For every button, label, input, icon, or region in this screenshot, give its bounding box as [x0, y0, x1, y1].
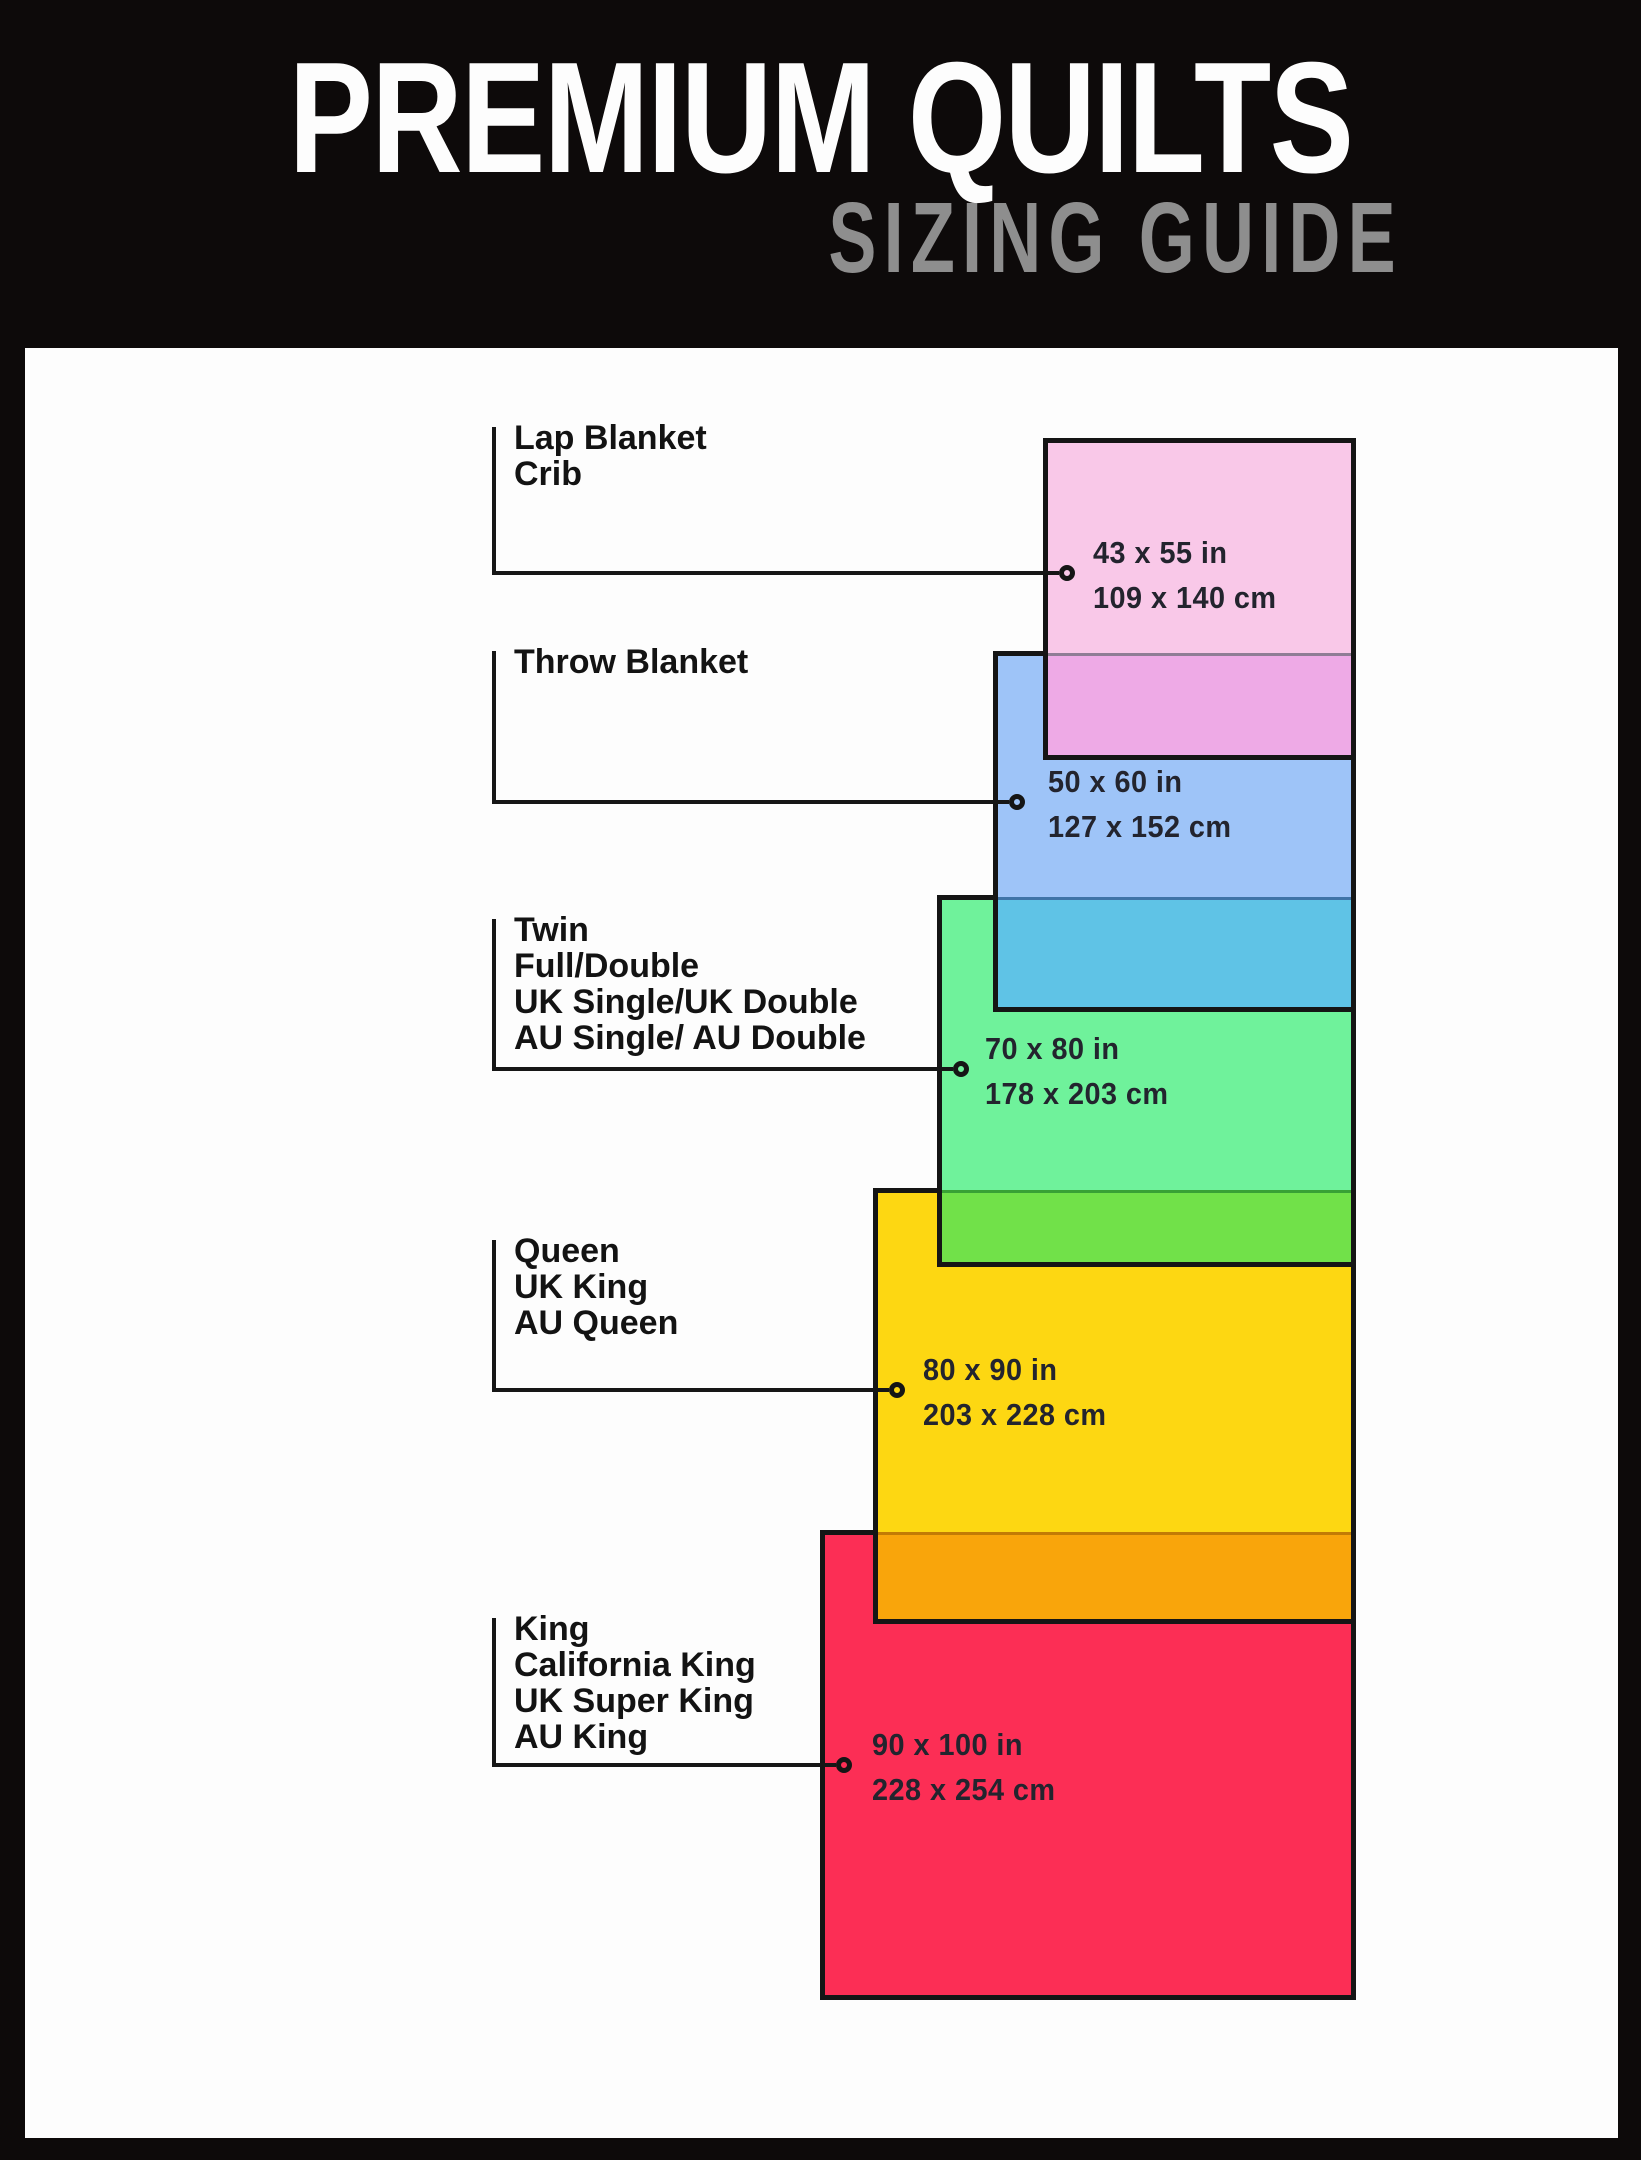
size-label-queen-uk-king-au-queen-line1: Queen — [514, 1232, 620, 1270]
connector-dot-queen-uk-king-au-queen — [889, 1382, 905, 1398]
page-title: PREMIUM QUILTS — [288, 30, 1353, 206]
dimension-cm-king-california-king: 228 x 254 cm — [872, 1772, 1056, 1807]
connector-vline-lap-blanket-crib — [492, 427, 496, 575]
connector-vline-queen-uk-king-au-queen — [492, 1240, 496, 1392]
connector-dot-lap-blanket-crib — [1059, 565, 1075, 581]
diagram-canvas — [25, 348, 1618, 2138]
page-subtitle: SIZING GUIDE — [828, 182, 1403, 294]
connector-hline-king-california-king — [492, 1763, 836, 1767]
dimension-cm-lap-blanket-crib: 109 x 140 cm — [1093, 580, 1277, 615]
dimension-cm-twin-full-double: 178 x 203 cm — [985, 1076, 1169, 1111]
connector-vline-king-california-king — [492, 1618, 496, 1767]
size-label-twin-full-double-line2: Full/Double — [514, 947, 700, 985]
dimension-inches-lap-blanket-crib: 43 x 55 in — [1093, 535, 1228, 570]
dimension-inches-king-california-king: 90 x 100 in — [872, 1727, 1023, 1762]
size-label-throw-blanket-line1: Throw Blanket — [514, 643, 749, 681]
size-label-twin-full-double-line3: UK Single/UK Double — [514, 983, 858, 1021]
size-label-lap-blanket-crib-line1: Lap Blanket — [514, 419, 707, 457]
size-label-queen-uk-king-au-queen-line2: UK King — [514, 1268, 649, 1306]
dimension-inches-throw-blanket: 50 x 60 in — [1048, 764, 1183, 799]
size-label-king-california-king-line3: UK Super King — [514, 1682, 754, 1720]
connector-dot-king-california-king — [836, 1757, 852, 1773]
connector-vline-twin-full-double — [492, 919, 496, 1071]
dimension-cm-queen-uk-king-au-queen: 203 x 228 cm — [923, 1397, 1107, 1432]
connector-dot-throw-blanket — [1009, 794, 1025, 810]
connector-dot-twin-full-double — [953, 1061, 969, 1077]
size-label-lap-blanket-crib-line2: Crib — [514, 455, 582, 493]
connector-hline-lap-blanket-crib — [492, 571, 1059, 575]
size-label-twin-full-double-line1: Twin — [514, 911, 589, 949]
size-label-king-california-king-line1: King — [514, 1610, 590, 1648]
connector-hline-twin-full-double — [492, 1067, 953, 1071]
dimension-inches-twin-full-double: 70 x 80 in — [985, 1031, 1120, 1066]
header — [0, 0, 1641, 348]
dimension-inches-queen-uk-king-au-queen: 80 x 90 in — [923, 1352, 1058, 1387]
connector-vline-throw-blanket — [492, 651, 496, 804]
dimension-cm-throw-blanket: 127 x 152 cm — [1048, 809, 1232, 844]
quilt-border-king-california-king — [820, 1532, 1356, 2000]
size-label-queen-uk-king-au-queen-line3: AU Queen — [514, 1304, 679, 1342]
size-label-king-california-king-line4: AU King — [514, 1718, 649, 1756]
size-label-twin-full-double-line4: AU Single/ AU Double — [514, 1019, 866, 1057]
connector-hline-throw-blanket — [492, 800, 1009, 804]
size-label-king-california-king-line2: California King — [514, 1646, 756, 1684]
connector-hline-queen-uk-king-au-queen — [492, 1388, 889, 1392]
